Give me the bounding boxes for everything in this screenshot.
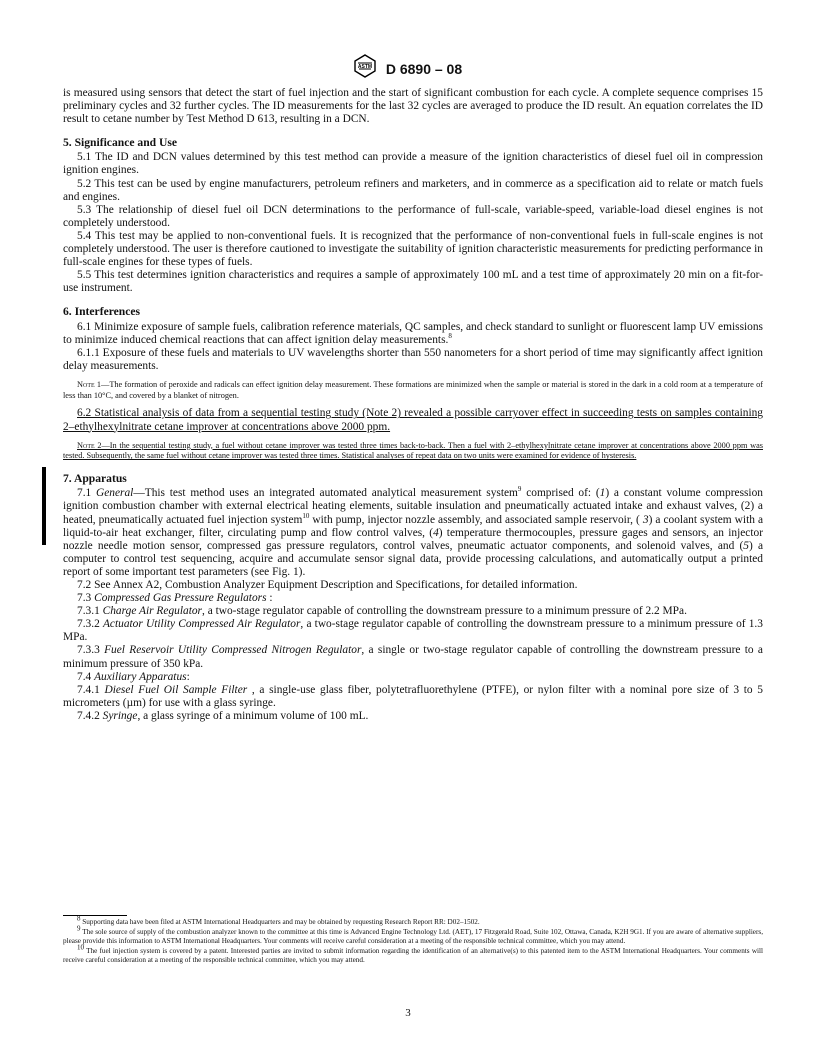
para-5-1: 5.1 The ID and DCN values determined by this test method can provide a measure of the ignition characteristics of diesel fuel oil in compression ignition engines. bbox=[63, 151, 763, 177]
para-7-4-2: 7.4.2 Syringe, a glass syringe of a minimum volume of 100 mL. bbox=[77, 709, 369, 722]
section-5-heading: 5. Significance and Use bbox=[63, 136, 178, 150]
astm-logo-icon bbox=[354, 54, 376, 83]
page-number: 3 bbox=[405, 1007, 411, 1019]
para-5-4: 5.4 This test may be applied to non-conventional fuels. It is recognized that the performance of non-conventional fuels in full-scale engines is not completely understood. The user is therefore cautioned to investigate the suitability of ignition characteristic measurements for predicting performance in full-scale engines for these types of fuels. bbox=[63, 229, 763, 269]
para-7-2: 7.2 See Annex A2, Combustion Analyzer Equipment Description and Specifications, for detailed information. bbox=[77, 579, 578, 591]
note-1: Note 1—The formation of peroxide and radicals can effect ignition delay measurement. These formations are minimized when the sample or material is stored in the dark in a cold room at a temperature of less than 10°C, and covered by a blanket of nitrogen. bbox=[63, 379, 763, 400]
svg-text:ASTM: ASTM bbox=[357, 64, 372, 70]
para-7-3: 7.3 Compressed Gas Pressure Regulators : bbox=[77, 592, 273, 605]
section-6-heading: 6. Interferences bbox=[63, 305, 141, 319]
para-5-5: 5.5 This test determines ignition characteristics and requires a sample of approximately 100 mL and a test time of approximately 20 min on a fit-for-use instrument. bbox=[63, 269, 763, 295]
para-6-1: 6.1 Minimize exposure of sample fuels, calibration reference materials, QC samples, and check standard to sunlight or fluorescent lamp UV emissions to minimize induced chemical reactions that can affect ignition delay measurements.$^8$ bbox=[63, 320, 763, 346]
footnotes bbox=[63, 914, 763, 966]
section-7-heading: 7. Apparatus bbox=[63, 472, 127, 486]
footnote-ref-10: 10 bbox=[302, 511, 310, 520]
para-7-3-1: 7.3.1 Charge Air Regulator, a two-stage regulator capable of controlling the downstream pressure to a minimum pressure of 2.2 MPa. bbox=[77, 605, 687, 618]
document-body bbox=[63, 87, 763, 723]
footnote-ref-8: 8 bbox=[448, 331, 452, 340]
para-6-2: 6.2 Statistical analysis of data from a sequential testing study (Note 2) revealed a possible carryover effect in succeeding tests on samples containing 2–ethylhexylnitrate cetane improver at concentrations above 2000 ppm. bbox=[63, 407, 763, 433]
para-7-3-3: 7.3.3 Fuel Reservoir Utility Compressed Nitrogen Regulator, a single or two-stage regulator capable of controlling the downstream pressure to a minimum pressure of 350 kPa. bbox=[63, 644, 763, 670]
note-2: Note 2—In the sequential testing study, a fuel without cetane improver was tested three times back-to-back. Then a fuel with 2–ethylhexylnitrate cetane improver at concentrations above 2000 ppm was tested. Subsequently, the same fuel without cetane improver was tested three times. Statistical analyses of repeat data on two units were examined for evidence of hysteresis. bbox=[63, 440, 763, 461]
footnote-9: $^9$ The sole source of supply of the combustion analyzer known to the committee at this time is Advanced Engine Technology Ltd. (AET), 17 Fitzgerald Road, Suite 102, Ottawa, Canada, K2H 9G1. If you are aware of alternative suppliers, please provide this information to ASTM International Headquarters. Your comments will receive careful consideration at a meeting of the responsible technical committee, which you may attend. bbox=[63, 924, 763, 946]
footnote-8: $^8$ Supporting data have been filed at ASTM International Headquarters and may be obtained by requesting Research Report RR: D02–1502. bbox=[77, 914, 480, 926]
footnote-ref-9: 9 bbox=[517, 485, 522, 494]
para-6-1-1: 6.1.1 Exposure of these fuels and materials to UV wavelengths shorter than 550 nanometers for a short period of time may significantly affect ignition delay measurements. bbox=[63, 346, 763, 372]
footnote-divider bbox=[63, 915, 127, 916]
footnote-10: $^{10}$ The fuel injection system is covered by a patent. Interested parties are invited to submit information regarding the identification of an alternative(s) to this patented item to the ASTM International Headquarters. Your comments will receive careful consideration at a meeting of the responsible technical committee, which you may attend. bbox=[63, 943, 763, 965]
para-7-4: 7.4 Auxiliary Apparatus: bbox=[77, 670, 190, 683]
document-designation: D 6890 – 08 bbox=[385, 60, 463, 77]
para-7-1: 7.1 General—This test method uses an integrated automated analytical measurement system$^9$ comprised of: (1) a constant volume compression ignition combustion chamber with external electrical heating elements, suitable insulation and pneumatically actuated intake and exhaust valves, (2) a heated, pneumatically actuated fuel injection system$^{10}$ with pump, injector nozzle assembly, and associated sample reservoir, ( 3) a coolant system with a liquid-to-air heat exchanger, filter, circulating pump and flow control valves, (4) temperature thermocouples, pressure gages and sensors, an injector nozzle needle motion sensor, compressed gas pressure regulators, control valves, pneumatic actuator components, and solenoid valves, and (5) a computer to control test sequencing, acquire and accumulate sensor signal data, provide processing calculations, and automatically output a printed report of some important test parameters (see Fig. 1). bbox=[63, 485, 764, 578]
page-header bbox=[0, 54, 816, 83]
revision-change-bar bbox=[42, 467, 46, 545]
para-5-2: 5.2 This test can be used by engine manufacturers, petroleum refiners and marketers, and in commerce as a specification aid to relate or match fuels and engines. bbox=[63, 177, 763, 203]
intro-paragraph: is measured using sensors that detect the start of fuel injection and the start of significant combustion for each cycle. A complete sequence comprises 15 preliminary cycles and 32 further cycles. The ID measurements for the last 32 cycles are averaged to produce the ID result. An equation correlates the ID result to cetane number by Test Method D 613, resulting in a DCN. bbox=[63, 87, 763, 126]
para-7-4-1: 7.4.1 Diesel Fuel Oil Sample Filter , a single-use glass fiber, polytetrafluorethylene (PTFE), or nylon filter with a nominal pore size of 3 to 5 micrometers (µm) for use with a glass syringe. bbox=[63, 683, 763, 709]
para-7-3-2: 7.3.2 Actuator Utility Compressed Air Regulator, a two-stage regulator capable of controlling the downstream pressure to a minimum pressure of 1.3 MPa. bbox=[63, 618, 763, 644]
para-5-3: 5.3 The relationship of diesel fuel oil DCN determinations to the performance of full-scale, variable-speed, variable-load diesel engines is not completely understood. bbox=[63, 203, 763, 229]
